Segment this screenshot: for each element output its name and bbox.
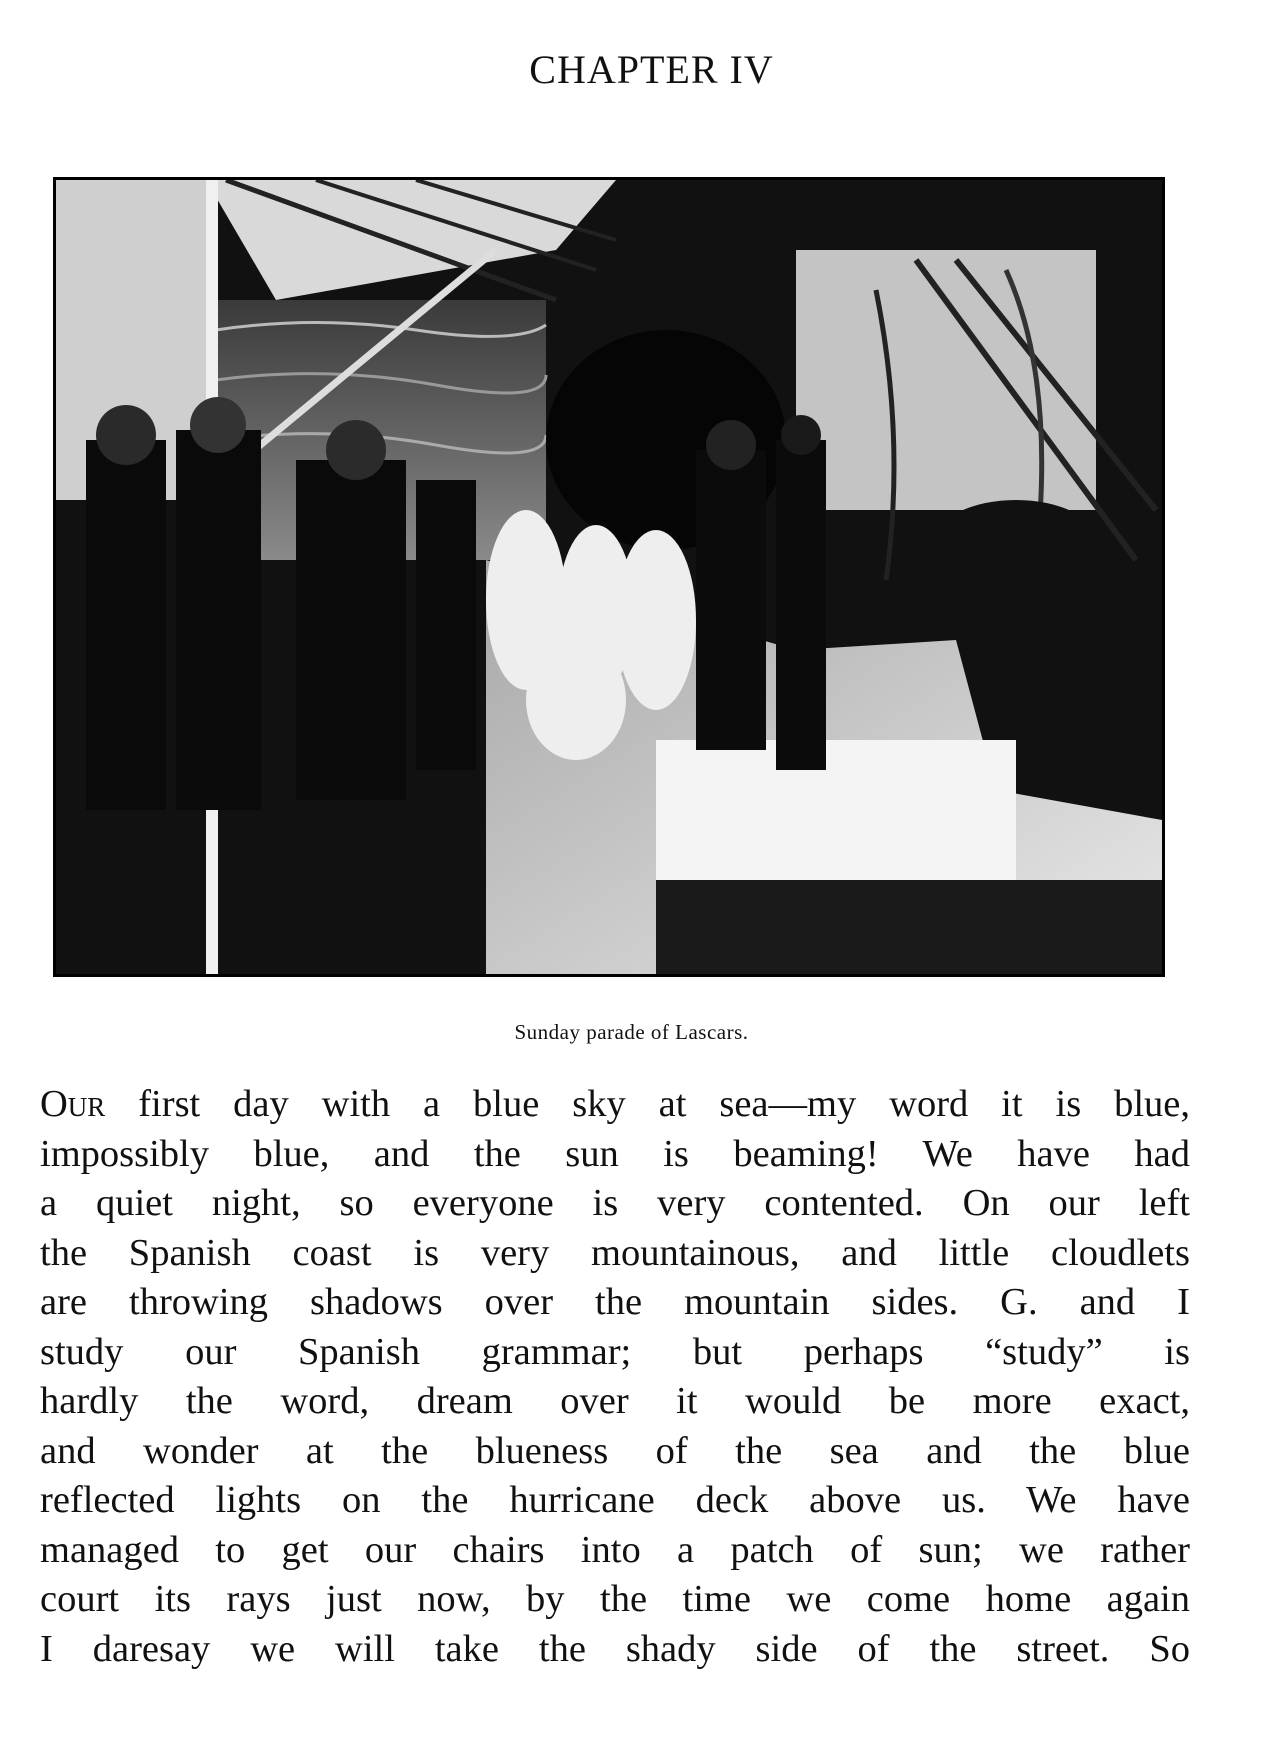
text-line-8: and wonder at the blueness of the sea and the blue (40, 1429, 1190, 1472)
body-paragraph (40, 1080, 1190, 1674)
text-line-2: impossibly blue, and the sun is beaming! We have had (40, 1132, 1190, 1175)
opening-word: Our (40, 1083, 106, 1125)
chapter-heading: CHAPTER IV (529, 47, 774, 92)
text-line-7: hardly the word, dream over it would be more exact, (40, 1380, 1190, 1422)
text-line-12: I daresay we will take the shady side of the street. So (40, 1627, 1190, 1670)
ship-deck-photo (56, 180, 1162, 974)
text-line-3: a quiet night, so everyone is very contented. On our left (40, 1182, 1190, 1224)
text-line-9: reflected lights on the hurricane deck above us. We have (40, 1479, 1190, 1521)
text-line-11: court its rays just now, by the time we come home again (40, 1578, 1190, 1620)
text-line-6: study our Spanish grammar; but perhaps “study” is (40, 1330, 1190, 1373)
text-line-10: managed to get our chairs into a patch of sun; we rather (40, 1528, 1190, 1571)
text-line-1: Our first day with a blue sky at sea—my word it is blue, (40, 1083, 1191, 1125)
text-line-5: are throwing shadows over the mountain sides. G. and I (40, 1281, 1190, 1323)
text-line-4: the Spanish coast is very mountainous, and little cloudlets (40, 1231, 1190, 1274)
photo-plate (53, 177, 1165, 977)
photo-caption: Sunday parade of Lascars. (514, 1020, 749, 1044)
